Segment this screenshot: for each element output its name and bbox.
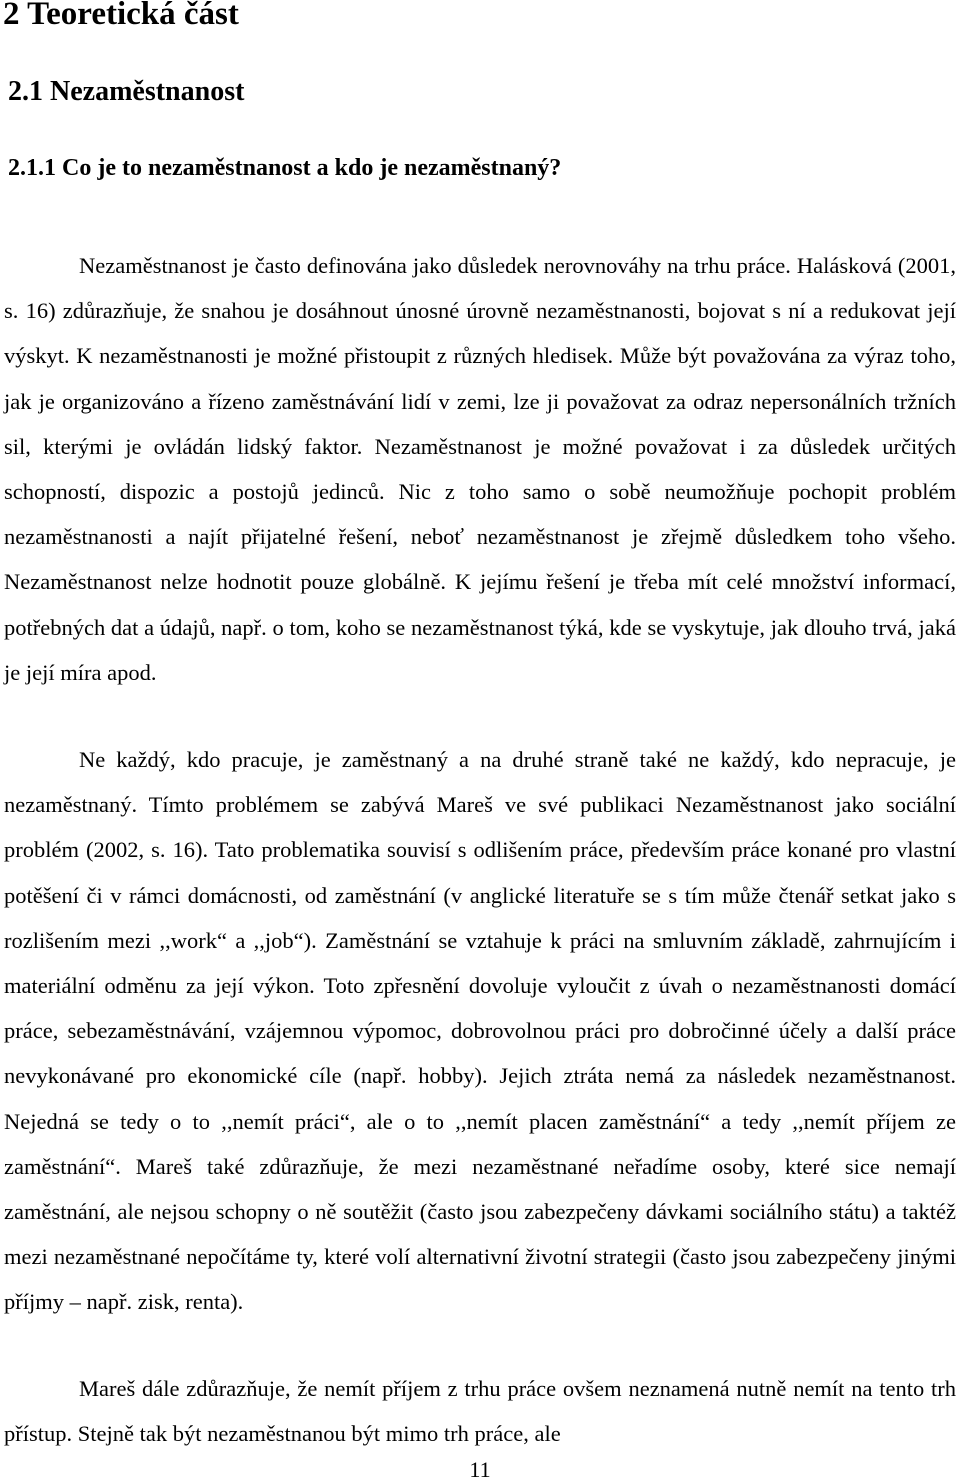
paragraph-employment-distinction: Ne každý, kdo pracuje, je zaměstnaný a na druhé straně také ne každý, kdo nepracuje, je nezaměstnaný. Tímto problémem se zabývá Mareš ve své publikaci Nezaměstnanost jako sociální problém (2002, s. 16). Tato problematika souvisí s odlišením práce, především práce konané pro vlastní potěšení či v rámci domácnosti, od zaměstnání (v anglické literatuře se s tím může čtenář setkat jako s rozlišením mezi ,,work“ a ,,job“). Zaměstnání se vztahuje k práci na smluvním základě, zahrnujícím i materiální odměnu za její výkon. Toto zpřesnění dovoluje vyloučit z úvah o nezaměstnanosti domácí práce, sebezaměstnávání, vzájemnou výpomoc, dobrovolnou práci pro dobročinné účely a další práce nevykonávané pro ekonomické cíle (např. hobby). Jejich ztráta nemá za následek nezaměstnanost. Nejedná se tedy o to ,,nemít práci“, ale o to ,,nemít placen zaměstnání“ a tedy ,,nemít příjem ze zaměstnání“. Mareš také zdůrazňuje, že mezi nezaměstnané neřadíme osoby, které sice nemají zaměstnání, ale nejsou schopny o ně soutěžit (často jsou zabezpečeny dávkami sociálního státu) a taktéž mezi nezaměstnané nepočítáme ty, které volí alternativní životní strategii (často jsou zabezpečeny jinými příjmy – např. zisk, renta). xyxy=(4,747,956,1315)
paragraph-market-access: Mareš dále zdůrazňuje, že nemít příjem z trhu práce ovšem neznamená nutně nemít na tento trh přístup. Stejně tak být nezaměstnanou být mimo trh práce, ale xyxy=(4,1376,956,1447)
chapter-title: 2 Teoretická část xyxy=(3,0,239,32)
page-number: 11 xyxy=(469,1457,491,1482)
subsection-title: 2.1.1 Co je to nezaměstnanost a kdo je nezaměstnaný? xyxy=(8,155,562,181)
section-title: 2.1 Nezaměstnanost xyxy=(8,76,245,107)
paragraph-definition: Nezaměstnanost je často definována jako důsledek nerovnováhy na trhu práce. Halásková (2001, s. 16) zdůrazňuje, že snahou je dosáhnout únosné úrovně nezaměstnanosti, bojovat s ní a redukovat její výskyt. K nezaměstnanosti je možné přistoupit z různých hledisek. Může být považována za výraz toho, jak je organizováno a řízeno zaměstnávání lidí v zemi, lze ji považovat za odraz nepersonálních tržních sil, kterými je ovládán lidský faktor. Nezaměstnanost je možné považovat i za důsledek určitých schopností, dispozic a postojů jedinců. Nic z toho samo o sobě neumožňuje pochopit problém nezaměstnanosti a najít přijatelné řešení, neboť nezaměstnanost je zřejmě důsledkem toho všeho. Nezaměstnanost nelze hodnotit pouze globálně. K jejímu řešení je třeba mít celé množství informací, potřebných dat a údajů, např. o tom, koho se nezaměstnanost týká, kde se vyskytuje, jak dlouho trvá, jaká je její míra apod. xyxy=(4,253,956,685)
